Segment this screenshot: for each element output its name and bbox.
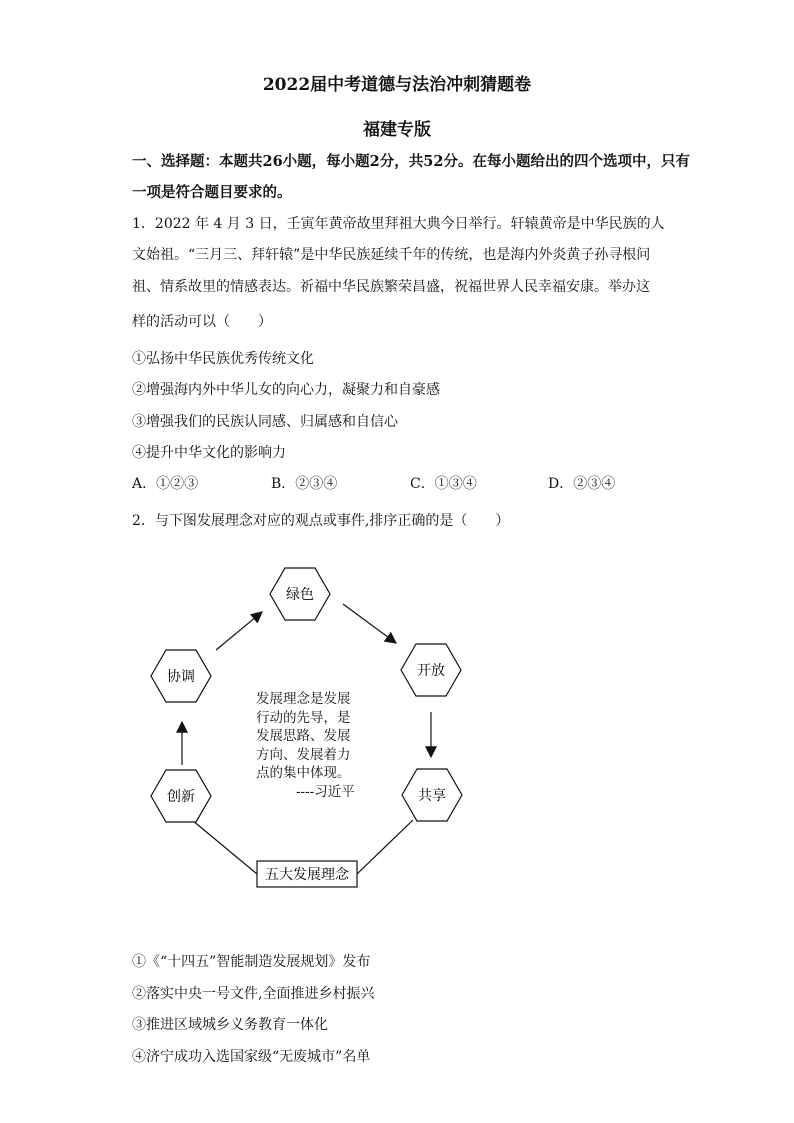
q1-stem-line-4: 样的活动可以（ ） bbox=[132, 314, 272, 330]
connector-chuangxin-box bbox=[192, 820, 257, 874]
q1-item-4: ④提升中华文化的影响力 bbox=[132, 445, 286, 461]
node-label-gongxiang: 共享 bbox=[418, 788, 446, 804]
quote-line-2: 行动的先导，是 bbox=[256, 709, 351, 726]
quote-attribution: ----习近平 bbox=[296, 783, 355, 800]
quote-line-3: 发展思路、发展 bbox=[256, 728, 351, 744]
section-instructions-line-2: 一项是符合题目要求的。 bbox=[132, 184, 292, 201]
q1-item-1: ①弘扬中华民族优秀传统文化 bbox=[132, 351, 314, 367]
q2-stem: 2．与下图发展理念对应的观点或事件,排序正确的是（ ） bbox=[132, 513, 510, 529]
box-label: 五大发展理念 bbox=[265, 867, 349, 883]
arrow-xietiao-to-lvse bbox=[216, 612, 262, 650]
q2-item-3: ③推进区域城乡义务教育一体化 bbox=[132, 1017, 328, 1033]
xi-quote bbox=[256, 690, 355, 801]
q2-item-2: ②落实中央一号文件,全面推进乡村振兴 bbox=[132, 986, 375, 1002]
q1-stem-line-1: 1．2022 年 4 月 3 日，壬寅年黄帝故里拜祖大典今日举行。轩辕黄帝是中华民族的人 bbox=[132, 216, 665, 232]
node-label-xietiao: 协调 bbox=[167, 669, 195, 685]
q1-stem-line-2: 文始祖。“三月三、拜轩辕”是中华民族延续千年的传统，也是海内外炎黄子孙寻根问 bbox=[132, 247, 651, 263]
quote-line-1: 发展理念是发展 bbox=[256, 691, 351, 707]
connector-gongxiang-box bbox=[357, 820, 413, 874]
q1-option-c: C．①③④ bbox=[410, 476, 477, 492]
q1-item-3: ③增强我们的民族认同感、归属感和自信心 bbox=[132, 414, 398, 430]
q2-item-1: ①《“十四五”智能制造发展规划》发布 bbox=[132, 954, 371, 970]
section-instructions-line-1: 一、选择题：本题共26小题，每小题2分，共52分。在每小题给出的四个选项中，只有 bbox=[132, 153, 690, 170]
q1-stem-line-3: 祖、情系故里的情感表达。祈福中华民族繁荣昌盛，祝福世界人民幸福安康。举办这 bbox=[132, 279, 650, 295]
page-subtitle: 福建专版 bbox=[363, 120, 431, 140]
q1-option-b: B．②③④ bbox=[271, 476, 338, 492]
node-label-kaifang: 开放 bbox=[417, 663, 445, 679]
q1-item-2: ②增强海内外中华儿女的向心力，凝聚力和自豪感 bbox=[132, 382, 440, 398]
quote-line-4: 方向、发展着力 bbox=[256, 746, 351, 763]
node-label-chuangxin: 创新 bbox=[167, 789, 195, 805]
q1-option-d: D．②③④ bbox=[548, 476, 616, 492]
q1-option-a: A．①②③ bbox=[132, 476, 199, 492]
q2-item-4: ④济宁成功入选国家级“无废城市”名单 bbox=[132, 1049, 371, 1065]
node-label-lvse: 绿色 bbox=[286, 587, 314, 603]
arrow-lvse-to-kaifang bbox=[343, 604, 396, 643]
quote-line-5: 点的集中体现。 bbox=[256, 765, 351, 781]
page-title: 2022届中考道德与法治冲刺猜题卷 bbox=[262, 75, 532, 95]
